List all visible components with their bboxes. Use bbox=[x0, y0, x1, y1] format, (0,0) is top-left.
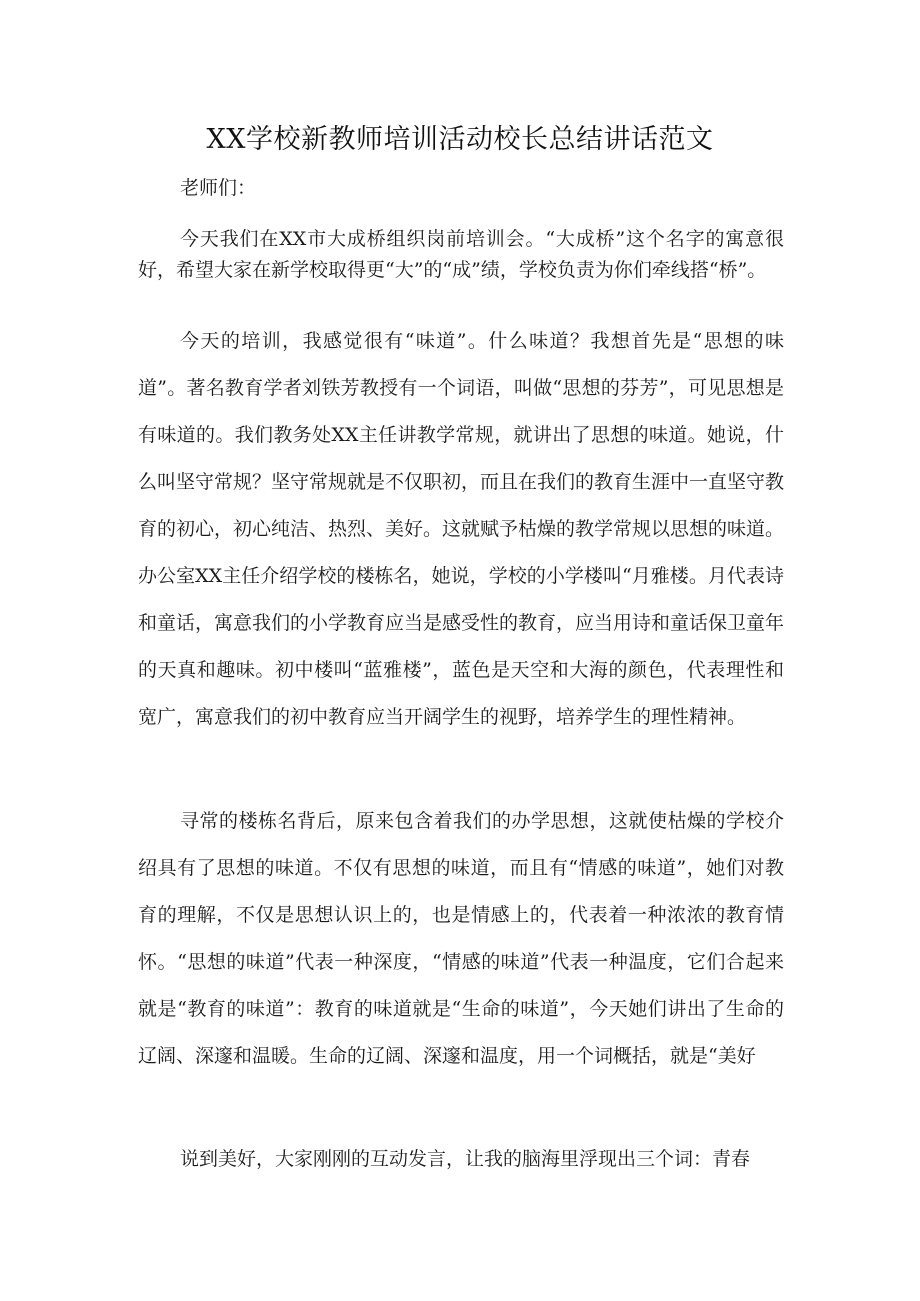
paragraph-3: 寻常的楼栋名背后，原来包含着我们的办学思想，这就使枯燥的学校介绍具有了思想的味道。不仅有思想的味道，而且有“情感的味道”，她们对教育的理解，不仅是思想认识上的，也是情感上的，代表着一种浓浓的教育情怀。“思想的味道”代表一种深度，“情感的味道”代表一种温度，它们合起来就是“教育的味道”：教育的味道就是“生命的味道”，今天她们讲出了生命的辽阔、深邃和温暖。生命的辽阔、深邃和温度，用一个词概括，就是“美好 bbox=[138, 810, 784, 1067]
salutation: 老师们： bbox=[180, 177, 257, 199]
paragraph-2: 今天的培训，我感觉很有“味道”。什么味道？我想首先是“思想的味道”。著名教育学者刘铁芳教授有一个词语，叫做“思想的芬芳”，可见思想是有味道的。我们教务处XX主任讲教学常规，就讲出了思想的味道。她说，什么叫坚守常规？坚守常规就是不仅职初，而且在我们的教育生涯中一直坚守教育的初心，初心纯洁、热烈、美好。这就赋予枯燥的教学常规以思想的味道。办公室XX主任介绍学校的楼栋名，她说，学校的小学楼叫“月雅楼。月代表诗和童话，寓意我们的小学教育应当是感受性的教育，应当用诗和童话保卫童年的天真和趣味。初中楼叫“蓝雅楼”，蓝色是天空和大海的颜色，代表理性和宽广，寓意我们的初中教育应当开阔学生的视野，培养学生的理性精神。 bbox=[138, 330, 785, 728]
paragraph-1: 今天我们在XX市大成桥组织岗前培训会。“大成桥”这个名字的寓意很好，希望大家在新学校取得更“大”的“成”绩，学校负责为你们牵线搭“桥”。 bbox=[138, 228, 784, 281]
document-title: XX学校新教师培训活动校长总结讲话范文 bbox=[206, 124, 714, 155]
paragraph-4: 说到美好，大家刚刚的互动发言，让我的脑海里浮现出三个词：青春 bbox=[180, 1148, 751, 1170]
